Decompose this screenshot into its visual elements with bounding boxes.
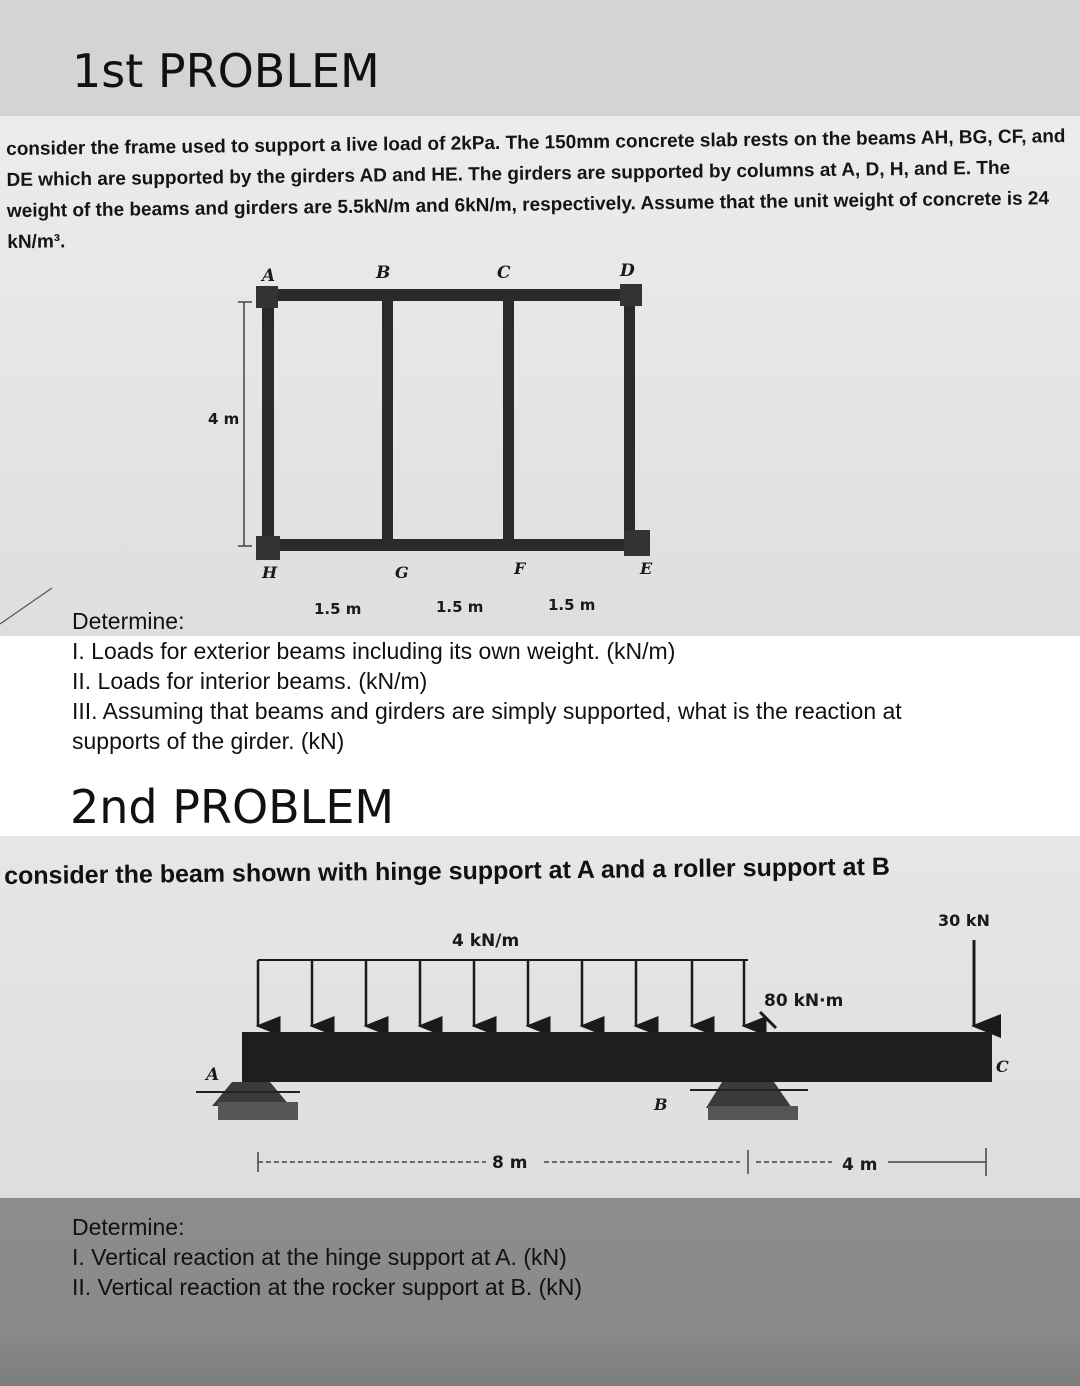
height-label: 4 m: [208, 410, 240, 428]
beam-BG: [382, 296, 393, 548]
column-D: [620, 284, 642, 306]
frame-diagram: [0, 116, 1080, 636]
span-2: 1.5 m: [436, 598, 484, 616]
label-A: A: [262, 266, 276, 286]
distributed-load-label: 4 kN/m: [452, 931, 520, 951]
girder-AD: [266, 289, 634, 301]
roller-support-B: [690, 1082, 808, 1120]
label-B2: B: [654, 1095, 668, 1114]
label-B: B: [376, 263, 391, 283]
span-AB-label: 8 m: [492, 1153, 528, 1173]
label-C: C: [497, 263, 511, 283]
span-1: 1.5 m: [314, 600, 362, 618]
moment-label: 80 kN·m: [764, 991, 844, 1011]
problem2-determine-label: Determine:: [72, 1214, 185, 1240]
beam-CF: [503, 296, 514, 548]
problem2-photo: [0, 836, 1080, 1198]
column-E: [624, 530, 650, 556]
beam-diagram: [0, 836, 1080, 1198]
label-D: D: [620, 261, 635, 281]
moment-arrow: [760, 1012, 776, 1028]
problem2-question-1: I. Vertical reaction at the hinge support at A. (kN): [72, 1244, 567, 1270]
label-G: G: [395, 563, 409, 582]
label-H: H: [262, 563, 278, 582]
column-A: [256, 286, 278, 308]
problem1-question-1: I. Loads for exterior beams including its own weight. (kN/m): [72, 638, 676, 664]
problem1-statement: consider the frame used to support a live load of 2kPa. The 150mm concrete slab rests on the beams AH, BG, CF, and DE which are supported by the girders AD and HE. The girders are supported by columns at A, D, H, and E. The weight of the beams and girders are 5.5kN/m and 6kN/m, respectively. Assume that the unit weight of concrete is 24 kN/m³.: [6, 126, 1066, 253]
problem1-question-2: II. Loads for interior beams. (kN/m): [72, 668, 428, 694]
hinge-support-A: [196, 1082, 300, 1120]
column-H: [256, 536, 280, 560]
girder-HE: [266, 539, 646, 551]
beam-DE: [624, 296, 635, 548]
problem1-title: 1st PROBLEM: [72, 44, 380, 98]
beam: [242, 1032, 992, 1082]
problem2-statement: consider the beam shown with hinge support at A and a roller support at B: [4, 852, 890, 890]
beam-AH: [262, 296, 274, 548]
span-3: 1.5 m: [548, 596, 596, 614]
label-F: F: [514, 559, 526, 578]
problem1-question-3: III. Assuming that beams and girders are simply supported, what is the reaction at supports of the girder. (kN): [72, 698, 902, 754]
problem1-determine-label: Determine:: [72, 608, 185, 634]
label-C2: C: [996, 1057, 1009, 1076]
label-A2: A: [206, 1065, 220, 1085]
problem2-title: 2nd PROBLEM: [70, 780, 395, 834]
problem1-photo: [0, 116, 1080, 636]
problem2-question-2: II. Vertical reaction at the rocker support at B. (kN): [72, 1274, 583, 1300]
label-E: E: [640, 559, 653, 578]
span-BC-label: 4 m: [842, 1155, 878, 1175]
distributed-load-arrows: [258, 960, 744, 1026]
point-load-label: 30 kN: [938, 911, 990, 930]
